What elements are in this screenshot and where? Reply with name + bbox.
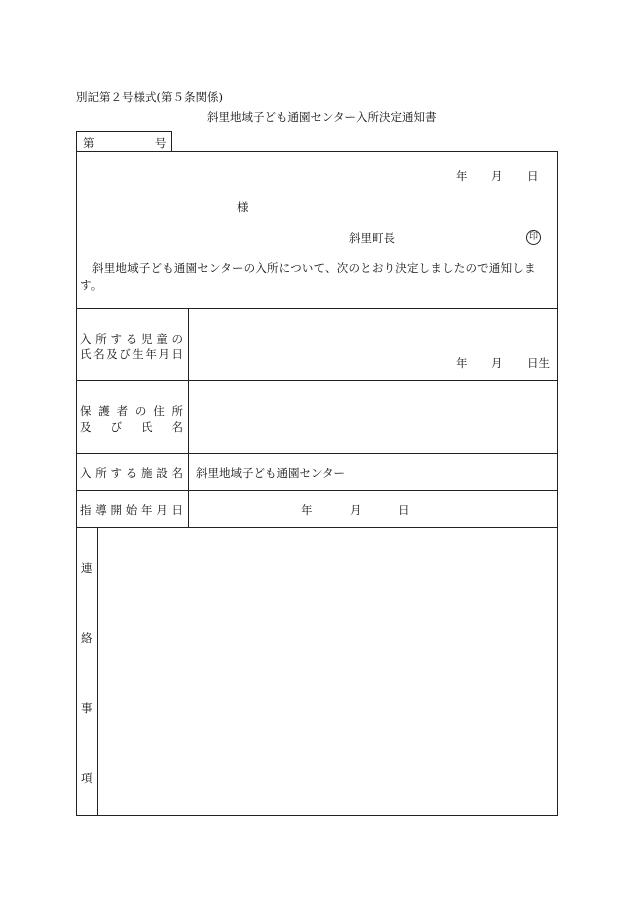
notice-body-text: 斜里地域子ども通園センターの入所について、次のとおり決定しましたので通知します。 xyxy=(80,261,536,292)
addressee-suffix: 様 xyxy=(237,200,249,214)
date-month: 月 xyxy=(491,169,503,183)
facility-value: 斜里地域子ども通園センター xyxy=(196,466,346,480)
document-title: 斜里地域子ども通園センター入所決定通知書 xyxy=(207,110,437,124)
facility-label: 入所する施設名 xyxy=(80,466,183,480)
start-month: 月 xyxy=(350,503,362,517)
start-year: 年 xyxy=(301,503,313,517)
birth-month: 月 xyxy=(491,356,503,370)
date-day: 日 xyxy=(527,169,539,183)
number-go: 号 xyxy=(155,136,167,150)
number-dai: 第 xyxy=(83,136,95,150)
divider-top-section xyxy=(76,308,558,309)
divider-child xyxy=(76,380,558,381)
child-label-line2: 氏名及び生年月日 xyxy=(80,347,183,361)
notes-label-4: 項 xyxy=(81,771,93,785)
issuer-name: 斜里町長 xyxy=(349,231,395,245)
guardian-label-line1: 保護者の住所 xyxy=(80,404,183,418)
child-label-line1: 入所する児童の xyxy=(80,332,183,346)
start-date-label: 指導開始年月日 xyxy=(80,503,183,517)
notes-label-1: 連 xyxy=(81,561,93,575)
notes-area[interactable] xyxy=(98,528,557,815)
notes-label-2: 絡 xyxy=(81,631,93,645)
date-year: 年 xyxy=(456,169,468,183)
number-box xyxy=(76,131,172,152)
divider-guardian xyxy=(76,453,558,454)
label-column-divider xyxy=(188,308,189,527)
start-day: 日 xyxy=(398,503,410,517)
divider-facility xyxy=(76,490,558,491)
notes-label-3: 事 xyxy=(81,701,93,715)
guardian-label-line2: 及び氏名 xyxy=(80,420,183,434)
form-reference: 別記第２号様式(第５条関係) xyxy=(76,90,223,104)
birth-day: 日生 xyxy=(527,356,550,370)
birth-year: 年 xyxy=(456,356,468,370)
seal-mark: 印 xyxy=(526,230,541,245)
